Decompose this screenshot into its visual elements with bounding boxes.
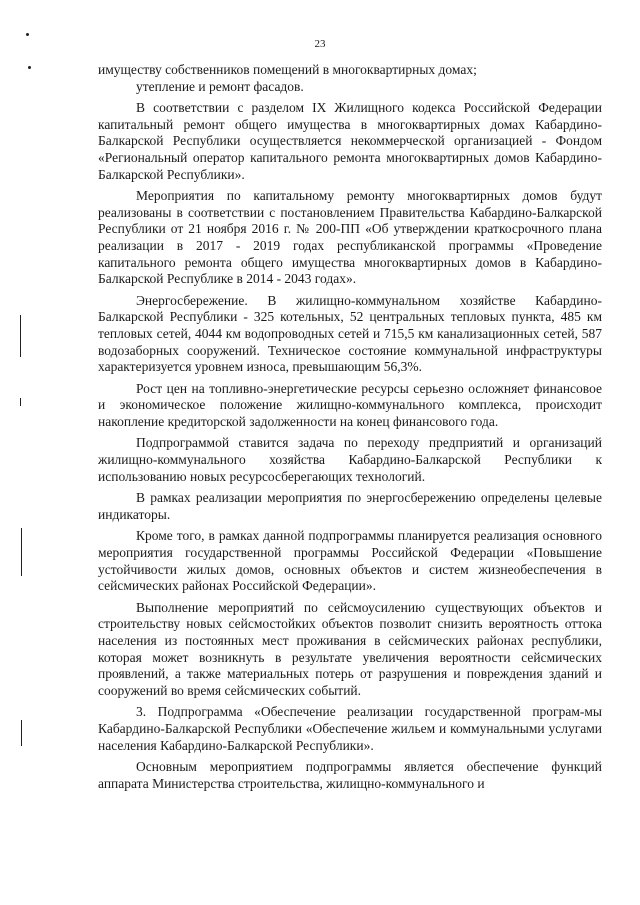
page-number: 23 [314,38,326,50]
paragraph: имуществу собственников помещений в многоквартирных домах; [98,62,477,77]
scan-dot-mark [28,66,31,69]
paragraph: В соответствии с разделом IX Жилищного кодекса Российской Федерации капитальный ремонт общего имущества в многоквартирных домах Кабардино-Балкарской Республики осуществляется некоммерческой организацией - Фондом «Региональный оператор капитального ремонта многоквартирных домов Кабардино-Балкарской Республики». [98,100,602,182]
paragraph: Основным мероприятием подпрограммы является обеспечение функций аппарата Министерства строительства, жилищно-коммунального и [98,759,602,791]
paragraph: В рамках реализации мероприятия по энергосбережению определены целевые индикаторы. [98,490,602,522]
scan-line-mark [20,315,21,357]
paragraph: Подпрограммой ставится задача по переходу предприятий и организаций жилищно-коммунального хозяйства Кабардино-Балкарской Республики к использованию новых ресурсосберегающих технологий. [98,435,602,484]
paragraph: Кроме того, в рамках данной подпрограммы планируется реализация основного мероприятия государственной программы Российской Федерации «Повышение устойчивости жилых домов, основных объектов и систем жизнеобеспечения в сейсмических районах Российской Федерации». [98,528,602,594]
paragraph: Энергосбережение. В жилищно-коммунальном хозяйстве Кабардино-Балкарской Республики - 325 котельных, 52 центральных тепловых пункта, 485 км тепловых сетей, 4044 км водопроводных сетей и 715,5 км канализационных сетей, 587 водозаборных сооружений. Техническое состояние коммунальной инфраструктуры характеризуется уровнем износа, превышающим 56,3%. [98,292,602,375]
scan-line-mark [21,720,22,746]
scan-line-mark [21,528,22,576]
paragraph: Выполнение мероприятий по сейсмоусилению существующих объектов и строительству новых сейсмостойких объектов позволит снизить вероятность оттока населения из постоянных мест проживания в сейсмических районах республики, которая может возникнуть в результате увеличения вероятности сейсмических проявлений, а также материальных потерь от разрушения и повреждения зданий и сооружений во время сейсмических событий. [98,599,602,698]
paragraph: Рост цен на топливно-энергетические ресурсы серьезно осложняет финансовое и экономическое положение жилищно-коммунального комплекса, происходит накопление кредиторской задолженности на конец финансового года. [98,380,602,429]
scan-dot-mark [26,33,29,36]
body-text [98,62,602,797]
paragraph: утепление и ремонт фасадов. [136,78,304,94]
paragraph: Мероприятия по капитальному ремонту многоквартирных домов будут реализованы в соответствии с постановлением Правительства Кабардино-Балкарской Республики от 21 ноября 2016 г. № 200-ПП «Об утверждении краткосрочного плана реализации в 2017 - 2019 годах республиканской программы «Проведение капитального ремонта общего имущества многоквартирных домов в Кабардино-Балкарской Республике в 2014 - 2043 годах». [98,188,602,287]
scan-line-mark [20,398,21,406]
paragraph: 3. Подпрограмма «Обеспечение реализации государственной програм-мы Кабардино-Балкарской Республики «Обеспечение жильем и коммунальными услугами населения Кабардино-Балкарской Республики». [98,704,602,753]
